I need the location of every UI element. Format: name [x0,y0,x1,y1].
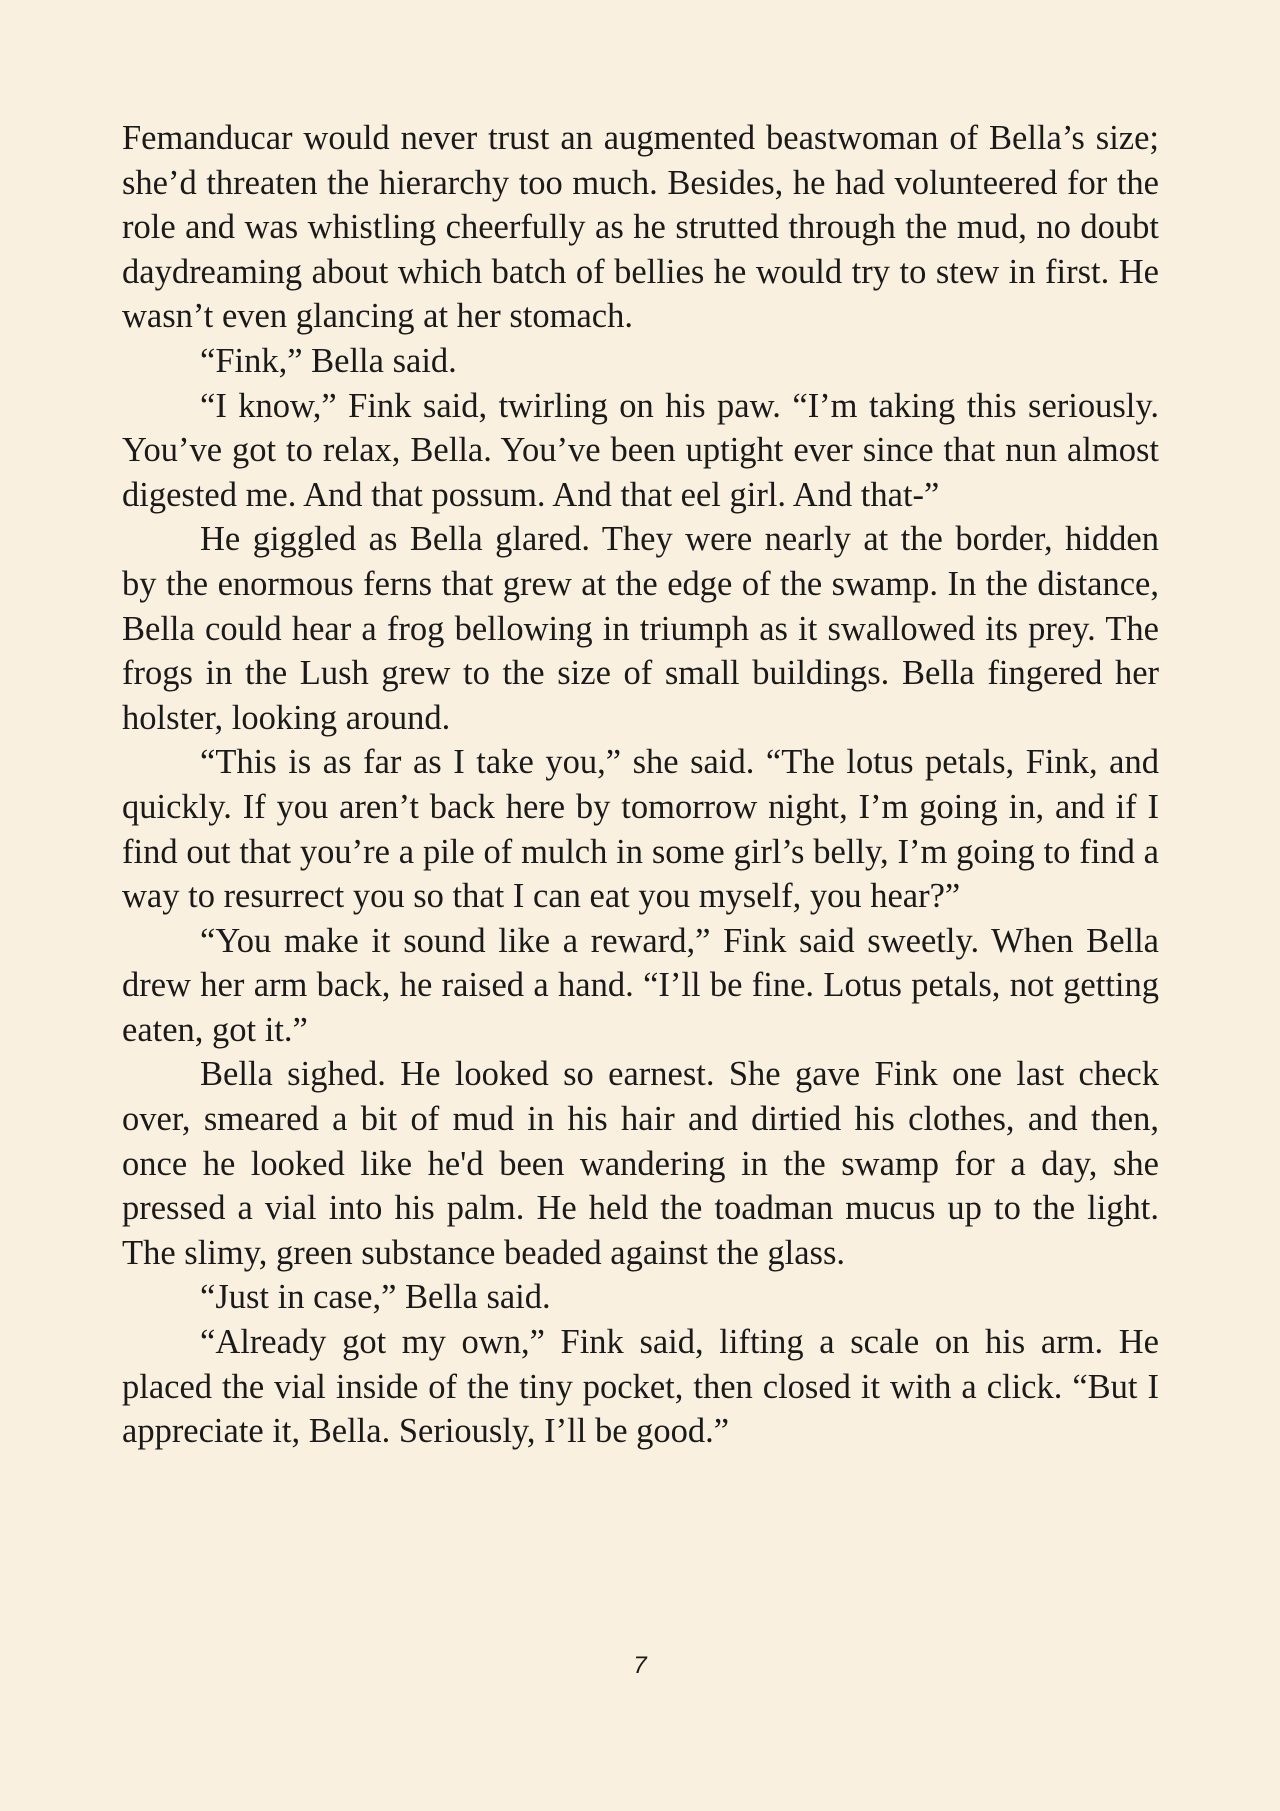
paragraph: “You make it sound like a reward,” Fink said sweetly. When Bella drew her arm back, he raised a hand. “I’ll be fine. Lotus petals, not getting eaten, got it.” [122,921,1159,1049]
paragraph: “This is as far as I take you,” she said. “The lotus petals, Fink, and quickly. If you aren’t back here by tomorrow night, I’m going in, and if I find out that you’re a pile of mulch in some girl’s belly, I’m going to find a way to resurrect you so that I can eat you myself, you hear?” [122,743,1159,916]
paragraph: “Already got my own,” Fink said, lifting a scale on his arm. He placed the vial inside of the tiny pocket, then closed it with a click. “But I appreciate it, Bella. Seriously, I’ll be good.” [122,1323,1159,1451]
paragraph: Femanducar would never trust an augmented beastwoman of Bella’s size; she’d threaten the hierarchy too much. Besides, he had volunteered for the role and was whistling cheerfully as he strutted through the mud, no doubt daydreaming about which batch of bellies he would try to stew in first. He wasn’t even glancing at her stomach. [122,119,1159,336]
page-number: 7 [633,1652,647,1679]
body-text [122,116,1159,1454]
paragraph: “Just in case,” Bella said. [200,1278,551,1317]
paragraph: “Fink,” Bella said. [200,341,457,380]
paragraph: He giggled as Bella glared. They were nearly at the border, hidden by the enormous ferns that grew at the edge of the swamp. In the distance, Bella could hear a frog bellowing in triumph as it swallowed its prey. The frogs in the Lush grew to the size of small buildings. Bella fingered her holster, looking around. [122,520,1159,737]
paragraph: Bella sighed. He looked so earnest. She gave Fink one last check over, smeared a bit of mud in his hair and dirtied his clothes, and then, once he looked like he'd been wandering in the swamp for a day, she pressed a vial into his palm. He held the toadman mucus up to the light. The slimy, green substance beaded against the glass. [122,1055,1159,1272]
paragraph: “I know,” Fink said, twirling on his paw. “I’m taking this seriously. You’ve got to relax, Bella. You’ve been uptight ever since that nun almost digested me. And that possum. And that eel girl. And that-” [122,386,1159,514]
